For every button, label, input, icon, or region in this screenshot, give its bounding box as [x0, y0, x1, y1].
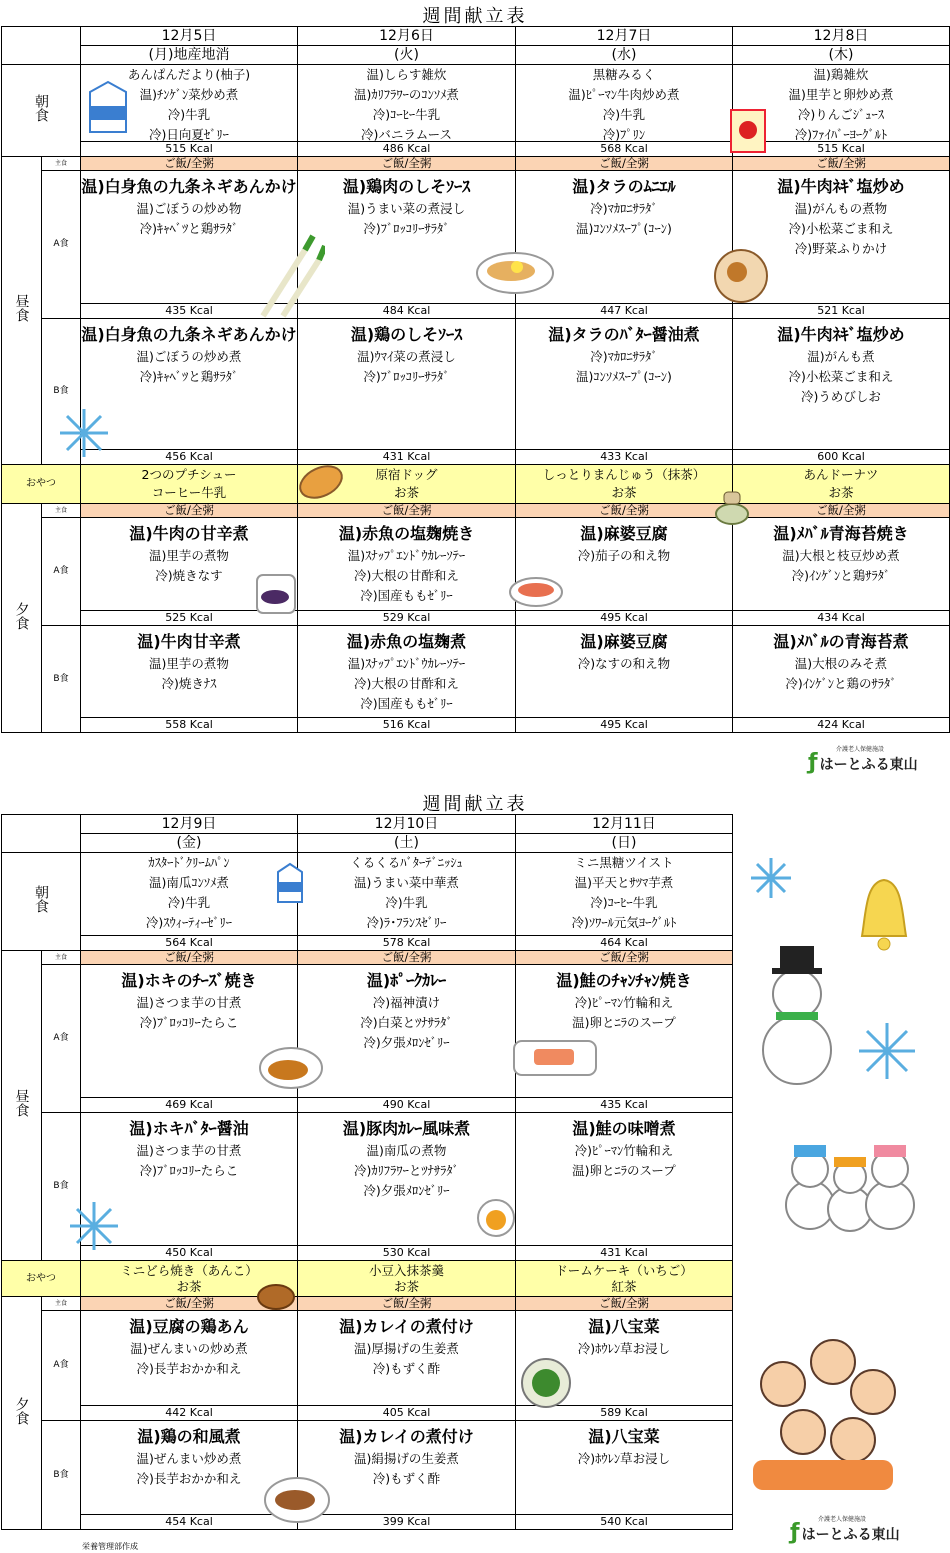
b-label: B食 — [42, 1113, 81, 1261]
credit-text: 栄養管理部作成 — [82, 1542, 138, 1551]
date-header: 12月8日 — [733, 27, 950, 46]
breakfast-cell: 黒糖みるく 温)ﾋﾟｰﾏﾝ牛肉炒め煮 冷)牛乳 冷)ﾌﾟﾘﾝ 568 Kcal — [516, 65, 733, 157]
three-snowmen-icon — [780, 1125, 920, 1235]
lunch-b-cell: 温)タラのﾊﾞﾀｰ醤油煮 冷)ﾏｶﾛﾆｻﾗﾀﾞ 温)ｺﾝｿﾒｽｰﾌﾟ(ｺｰﾝ) 433 Kcal — [516, 319, 733, 465]
a-label: A食 — [42, 965, 81, 1113]
snowflake-icon — [66, 1198, 122, 1254]
breakfast-label: 朝食 — [2, 853, 81, 951]
corner-cell — [2, 815, 81, 853]
staple-cell: ご飯/全粥 — [81, 504, 298, 518]
lunch-label: 昼食 — [2, 157, 42, 465]
staple-cell: ご飯/全粥 — [298, 157, 516, 171]
date-header: 12月9日 — [81, 815, 298, 834]
dinner-b-cell: 温)牛肉甘辛煮 温)里芋の煮物 冷)焼きﾅｽ 558 Kcal — [81, 626, 298, 733]
breakfast-cell: 温)しらす雑炊 温)ｶﾘﾌﾗﾜｰのｺﾝｿﾒ煮 冷)ｺｰﾋｰ牛乳 冷)バニラムース 486 Kcal — [298, 65, 516, 157]
a-label: A食 — [42, 171, 81, 319]
teapot-icon — [708, 486, 754, 526]
facility-logo: 介護老人保健施設 ƒ はーとふる東山 — [790, 1516, 900, 1545]
kcal: 469 Kcal — [81, 1097, 297, 1112]
kcal: 540 Kcal — [516, 1514, 732, 1529]
dinner-b-cell: 温)ﾒﾊﾞﾙの青海苔煮 温)大根のみそ煮 冷)ｲﾝｹﾞﾝと鶏のｻﾗﾀﾞ 424 Kcal — [733, 626, 950, 733]
kcal: 516 Kcal — [298, 717, 515, 732]
milk-carton-icon — [275, 862, 305, 904]
dorayaki-icon — [256, 1282, 296, 1312]
breakfast-cell: あんぱんだより(柚子) 温)ﾁﾝｹﾞﾝ菜炒め煮 冷)牛乳 冷)日向夏ｾﾞﾘｰ 515 Kcal — [81, 65, 298, 157]
snowflake-icon — [856, 1020, 918, 1082]
date-header: 12月11日 — [516, 815, 733, 834]
dinner-b-cell: 温)カレイの煮付け 温)絹揚げの生姜煮 冷)もずく酢 399 Kcal — [298, 1421, 516, 1530]
dinner-a-cell: 温)八宝菜 冷)ﾎｳﾚﾝ草お浸し 589 Kcal — [516, 1311, 733, 1421]
breakfast-label: 朝食 — [2, 65, 81, 157]
dinner-a-cell: 温)豆腐の鶏あん 温)ぜんまいの炒め煮 冷)長芋おかか和え 442 Kcal — [81, 1311, 298, 1421]
salmon-plate-icon — [512, 1035, 598, 1081]
dinner-a-cell: 温)ﾒﾊﾞﾙ青海苔焼き 温)大根と枝豆炒め煮 冷)ｲﾝｹﾞﾝと鶏ｻﾗﾀﾞ 434 Kcal — [733, 518, 950, 626]
green-onion-icon — [255, 230, 325, 320]
apple-juice-icon — [728, 104, 770, 154]
kcal: 464 Kcal — [516, 935, 732, 950]
dinner-b-cell: 温)赤魚の塩麹煮 温)ｽﾅｯﾌﾟｴﾝﾄﾞｳｶﾚｰｿﾃｰ 冷)大根の甘酢和え 冷)国産ももｾﾞﾘｰ 516 Kcal — [298, 626, 516, 733]
grilled-fish-icon — [508, 570, 564, 610]
lunch-b-cell: 温)牛肉ﾈｷﾞ塩炒め 温)がんも煮 冷)小松菜ごま和え 冷)うめびしお 600 Kcal — [733, 319, 950, 465]
group-cheering-icon — [733, 1322, 908, 1492]
kcal: 529 Kcal — [298, 610, 515, 625]
dinner-b-cell: 温)麻婆豆腐 冷)なすの和え物 495 Kcal — [516, 626, 733, 733]
kcal: 558 Kcal — [81, 717, 297, 732]
kcal: 431 Kcal — [516, 1245, 732, 1260]
facility-logo: 介護老人保健施設 ƒ はーとふる東山 — [808, 746, 918, 775]
bell-icon — [856, 872, 912, 962]
date-header: 12月10日 — [298, 815, 516, 834]
corner-cell — [2, 27, 81, 65]
staple-cell: ご飯/全粥 — [516, 1297, 733, 1311]
snack-cell: 小豆入抹茶羹 お茶 — [298, 1261, 516, 1297]
weekday-header: (金) — [81, 834, 298, 853]
kcal: 434 Kcal — [733, 610, 949, 625]
snack-cell: ミニどら焼き（あんこ） お茶 — [81, 1261, 298, 1297]
kcal: 399 Kcal — [298, 1514, 515, 1529]
dinner-b-cell: 温)八宝菜 冷)ﾎｳﾚﾝ草お浸し 540 Kcal — [516, 1421, 733, 1530]
lunch-b-cell: 温)鶏のしそｿｰｽ 温)ｳﾏｲ菜の煮浸し 冷)ﾌﾞﾛｯｺﾘｰｻﾗﾀﾞ 431 Kcal — [298, 319, 516, 465]
kcal: 515 Kcal — [81, 141, 297, 156]
breakfast-cell: ｶｽﾀｰﾄﾞｸﾘｰﾑﾊﾟﾝ 温)南瓜ｺﾝｿﾒ煮 冷)牛乳 冷)ｽｳｨｰﾃｨｰｾﾞﾘｰ 564 Kcal — [81, 853, 298, 951]
kcal: 578 Kcal — [298, 935, 515, 950]
staple-cell: ご飯/全粥 — [81, 951, 298, 965]
dinner-label: 夕食 — [2, 1297, 42, 1530]
week2-title: 週間献立表 — [422, 794, 528, 815]
kcal: 490 Kcal — [298, 1097, 515, 1112]
spinach-bowl-icon — [520, 1357, 572, 1409]
weekday-header: (土) — [298, 834, 516, 853]
fish-meuniere-plate-icon — [475, 245, 555, 295]
lunch-a-cell: 温)ホキのﾁｰｽﾞ焼き 温)さつま芋の甘煮 冷)ﾌﾞﾛｯｺﾘｰたらこ 469 Kcal — [81, 965, 298, 1113]
snowflake-icon — [748, 855, 794, 901]
lunch-a-cell: 温)鮭のﾁｬﾝﾁｬﾝ焼き 冷)ﾋﾟｰﾏﾝ竹輪和え 温)卵とﾆﾗのスープ 435 Kcal — [516, 965, 733, 1113]
lunch-b-cell: 温)豚肉ｶﾚｰ風味煮 温)南瓜の煮物 冷)ｶﾘﾌﾗﾜｰとﾂﾅｻﾗﾀﾞ 冷)夕張ﾒﾛﾝｾﾞﾘｰ 530 Kcal — [298, 1113, 516, 1261]
staple-cell: ご飯/全粥 — [516, 951, 733, 965]
harajuku-dog-icon — [297, 462, 345, 502]
snack-cell: 2つのプチシュー コーヒー牛乳 — [81, 465, 298, 504]
week1-menu-table — [1, 26, 950, 733]
b-label: B食 — [42, 319, 81, 465]
kcal: 431 Kcal — [298, 449, 515, 464]
kcal: 433 Kcal — [516, 449, 732, 464]
ganmo-bowl-icon — [713, 248, 769, 304]
snack-label: おやつ — [2, 1261, 81, 1297]
kcal: 447 Kcal — [516, 303, 732, 318]
kcal: 530 Kcal — [298, 1245, 515, 1260]
dinner-a-cell: 温)赤魚の塩麹焼き 温)ｽﾅｯﾌﾟｴﾝﾄﾞｳｶﾚｰｿﾃｰ 冷)大根の甘酢和え 冷)国産ももｾﾞﾘｰ 529 Kcal — [298, 518, 516, 626]
dinner-b-cell: 温)鶏の和風煮 温)ぜんまい炒め煮 冷)長芋おかか和え 454 Kcal — [81, 1421, 298, 1530]
lunch-b-cell: 温)鮭の味噌煮 冷)ﾋﾟｰﾏﾝ竹輪和え 温)卵とﾆﾗのスープ 431 Kcal — [516, 1113, 733, 1261]
staple-sub-label: 主食 — [42, 504, 81, 518]
week2-menu-table — [1, 814, 733, 1530]
lunch-b-cell: 温)白身魚の九条ネギあんかけ 温)ごぼうの炒め煮 冷)ｷｬﾍﾞﾂと鶏ｻﾗﾀﾞ 456 Kcal — [81, 319, 298, 465]
breakfast-cell: くるくるﾊﾞﾀｰﾃﾞﾆｯｼｭ 温)うまい菜中華煮 冷)牛乳 冷)ﾗ･ﾌﾗﾝｽｾﾞﾘｰ 578 Kcal — [298, 853, 516, 951]
kcal: 525 Kcal — [81, 610, 297, 625]
kcal: 435 Kcal — [516, 1097, 732, 1112]
dinner-a-cell: 温)麻婆豆腐 冷)茄子の和え物 495 Kcal — [516, 518, 733, 626]
weekday-header: (月)地産地消 — [81, 46, 298, 65]
lunch-a-cell: 温)ﾎﾟｰｸｶﾚｰ 冷)福神漬け 冷)白菜とﾂﾅｻﾗﾀﾞ 冷)夕張ﾒﾛﾝｾﾞﾘｰ 490 Kcal — [298, 965, 516, 1113]
date-header: 12月7日 — [516, 27, 733, 46]
kcal: 521 Kcal — [733, 303, 949, 318]
kcal: 600 Kcal — [733, 449, 949, 464]
snack-cell: しっとりまんじゅう（抹茶） お茶 — [516, 465, 733, 504]
kcal: 568 Kcal — [516, 141, 732, 156]
snack-cell: ドームケーキ（いちご） 紅茶 — [516, 1261, 733, 1297]
staple-cell: ご飯/全粥 — [298, 504, 516, 518]
kcal: 456 Kcal — [81, 449, 297, 464]
dinner-label: 夕食 — [2, 504, 42, 733]
dinner-a-cell: 温)カレイの煮付け 温)厚揚げの生姜煮 冷)もずく酢 405 Kcal — [298, 1311, 516, 1421]
kcal: 424 Kcal — [733, 717, 949, 732]
date-header: 12月6日 — [298, 27, 516, 46]
staple-cell: ご飯/全粥 — [81, 1297, 298, 1311]
snack-cell: あんドーナツ お茶 — [733, 465, 950, 504]
milk-carton-icon — [86, 78, 130, 134]
breakfast-cell: 温)鶏雑炊 温)里芋と卵炒め煮 冷)りんごｼﾞｭｰｽ 冷)ﾌｧｲﾊﾞｰﾖｰｸﾞﾙﾄ 515 Kcal — [733, 65, 950, 157]
nimono-plate-icon — [263, 1474, 331, 1524]
kcal: 454 Kcal — [81, 1514, 297, 1529]
weekday-header: (日) — [516, 834, 733, 853]
snowman-icon — [742, 940, 852, 1090]
a-label: A食 — [42, 518, 81, 626]
lunch-b-cell: 温)ホキﾊﾞﾀｰ醤油 温)さつま芋の甘煮 冷)ﾌﾞﾛｯｺﾘｰたらこ 450 Kcal — [81, 1113, 298, 1261]
b-label: B食 — [42, 626, 81, 733]
lunch-a-cell: 温)鶏肉のしそｿｰｽ 温)うまい菜の煮浸し 冷)ﾌﾞﾛｯｺﾘｰｻﾗﾀﾞ 484 Kcal — [298, 171, 516, 319]
staple-cell: ご飯/全粥 — [81, 157, 298, 171]
kcal: 495 Kcal — [516, 717, 732, 732]
staple-cell: ご飯/全粥 — [733, 157, 950, 171]
date-header: 12月5日 — [81, 27, 298, 46]
breakfast-cell: ミニ黒糖ツイスト 温)平天とｻﾂﾏ芋煮 冷)ｺｰﾋｰ牛乳 冷)ｿﾜｰﾙ元気ﾖｰｸﾞﾙﾄ 464 Kcal — [516, 853, 733, 951]
snowflake-icon — [56, 405, 112, 461]
lunch-label: 昼食 — [2, 951, 42, 1261]
kcal: 405 Kcal — [298, 1405, 515, 1420]
weekday-header: (水) — [516, 46, 733, 65]
b-label: B食 — [42, 1421, 81, 1530]
staple-cell: ご飯/全粥 — [298, 951, 516, 965]
pumpkin-dish-icon — [476, 1198, 516, 1238]
lunch-a-cell: 温)タラのﾑﾆｴﾙ 冷)ﾏｶﾛﾆｻﾗﾀﾞ 温)ｺﾝｿﾒｽｰﾌﾟ(ｺｰﾝ) 447 Kcal — [516, 171, 733, 319]
kcal: 484 Kcal — [298, 303, 515, 318]
yaki-nasu-dish-icon — [255, 573, 297, 615]
kcal: 495 Kcal — [516, 610, 732, 625]
staple-cell: ご飯/全粥 — [733, 504, 950, 518]
kcal: 564 Kcal — [81, 935, 297, 950]
week1-title: 週間献立表 — [422, 6, 528, 27]
pork-curry-icon — [258, 1042, 324, 1090]
staple-sub-label: 主食 — [42, 1297, 81, 1311]
dinner-a-cell: 温)牛肉の甘辛煮 温)里芋の煮物 冷)焼きなす 525 Kcal — [81, 518, 298, 626]
kcal: 442 Kcal — [81, 1405, 297, 1420]
snack-cell: 原宿ドッグ お茶 — [298, 465, 516, 504]
staple-sub-label: 主食 — [42, 157, 81, 171]
lunch-a-cell: 温)白身魚の九条ネギあんかけ 温)ごぼうの炒め物 冷)ｷｬﾍﾞﾂと鶏ｻﾗﾀﾞ 435 Kcal — [81, 171, 298, 319]
staple-cell: ご飯/全粥 — [516, 157, 733, 171]
kcal: 486 Kcal — [298, 141, 515, 156]
snack-label: おやつ — [2, 465, 81, 504]
kcal: 435 Kcal — [81, 303, 297, 318]
kcal: 450 Kcal — [81, 1245, 297, 1260]
weekday-header: (火) — [298, 46, 516, 65]
staple-cell: ご飯/全粥 — [298, 1297, 516, 1311]
kcal: 589 Kcal — [516, 1405, 732, 1420]
kcal: 515 Kcal — [733, 141, 949, 156]
staple-sub-label: 主食 — [42, 951, 81, 965]
lunch-a-cell: 温)牛肉ﾈｷﾞ塩炒め 温)がんもの煮物 冷)小松菜ごま和え 冷)野菜ふりかけ 521 Kcal — [733, 171, 950, 319]
a-label: A食 — [42, 1311, 81, 1421]
staple-cell: ご飯/全粥 — [516, 504, 733, 518]
weekday-header: (木) — [733, 46, 950, 65]
